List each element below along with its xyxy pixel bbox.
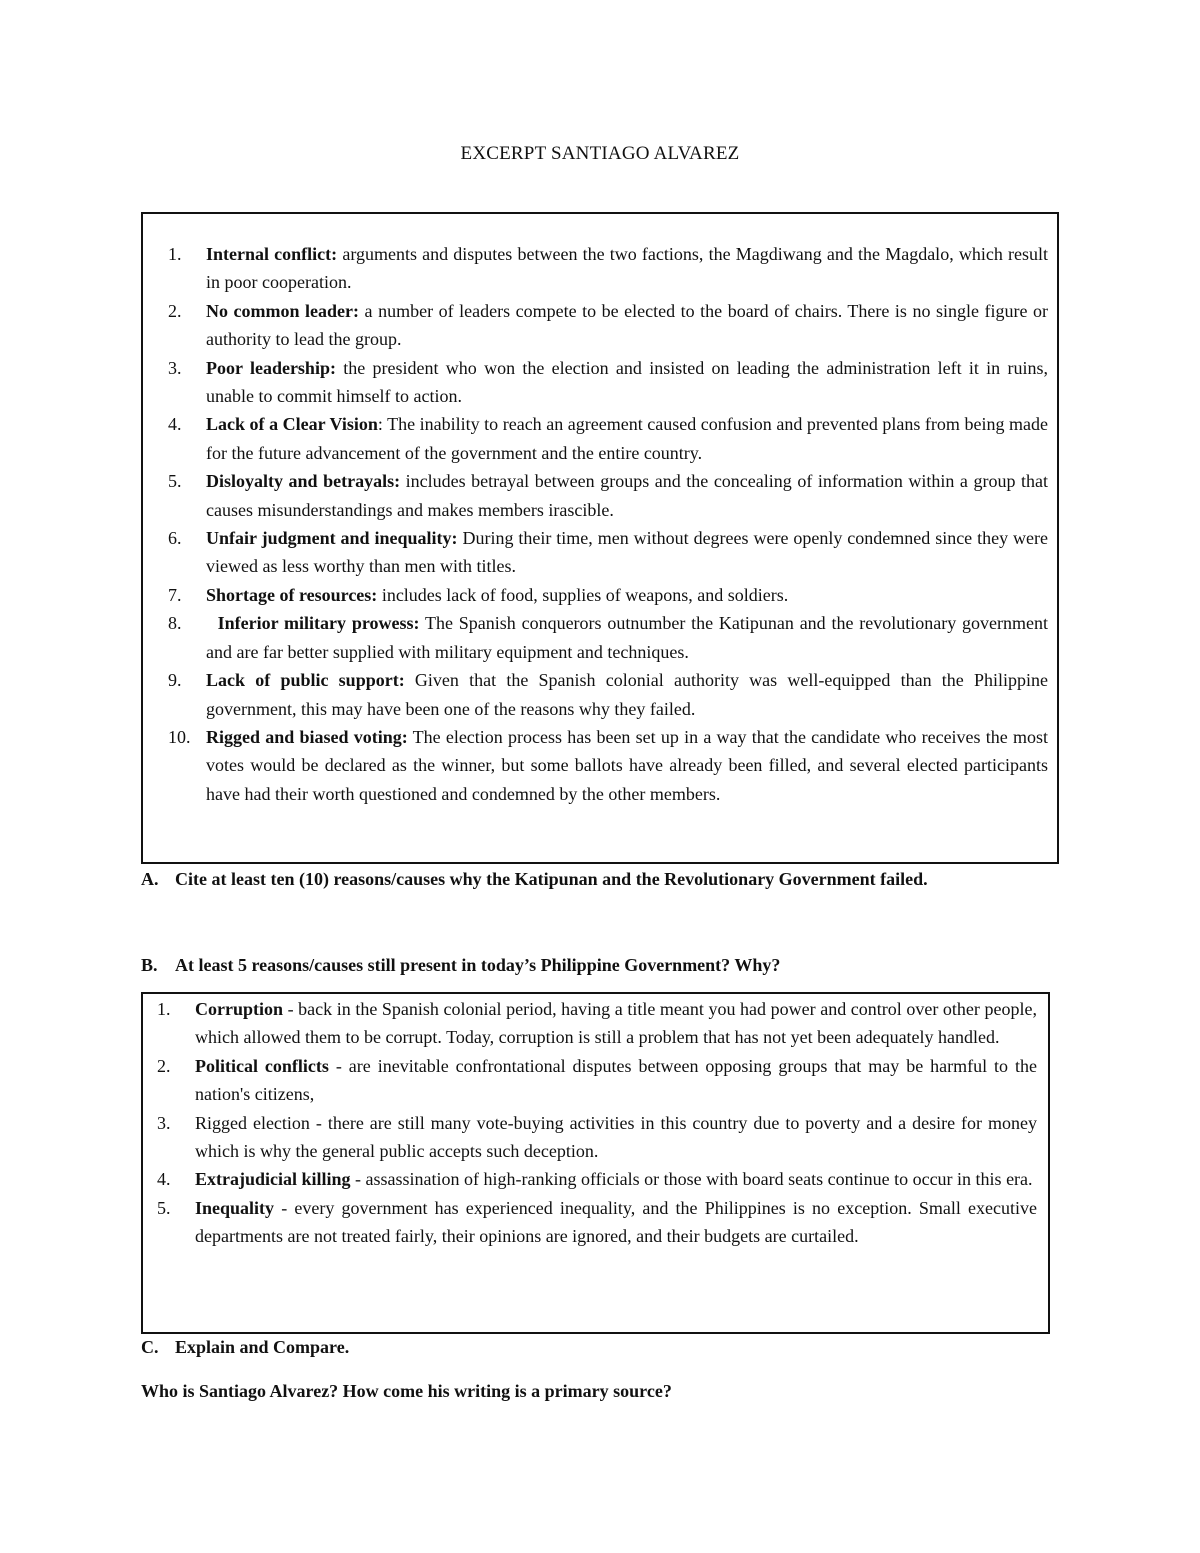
list-item-number: 4.	[157, 1169, 171, 1190]
list-item	[168, 410, 1048, 467]
list-item-text: - are inevitable confrontational disputes between opposing groups that may be harmful to the nation's citizens,	[195, 1055, 1037, 1105]
question-d	[141, 1377, 1059, 1405]
question-a-letter: A.	[141, 869, 159, 889]
list-item-number: 4.	[168, 414, 182, 435]
list-item-text: : The inability to reach an agreement caused confusion and prevented plans from being made for the future advancement of the government and the entire country.	[206, 414, 1048, 463]
question-a-text: Cite at least ten (10) reasons/causes why the Katipunan and the Revolutionary Government failed.	[175, 869, 928, 889]
list-item-number: 3.	[157, 1112, 171, 1133]
list-item-text: a number of leaders compete to be elected to the board of chairs. There is no single figure or authority to lead the group.	[206, 300, 1049, 350]
list-item-text: includes betrayal between groups and the concealing of information within a group that causes misunderstandings and makes members irascible.	[206, 471, 1048, 520]
list-item	[157, 995, 1037, 1052]
question-c	[141, 1333, 1059, 1361]
list-item	[157, 1052, 1037, 1109]
list-item-number: 2.	[157, 1055, 171, 1076]
list-item-heading: Disloyalty and betrayals:	[206, 471, 401, 492]
list-item-text: - back in the Spanish colonial period, having a title meant you had power and control over other people, which allowed them to be corrupt. Today, corruption is still a problem that has not yet been adequately handled.	[195, 999, 1037, 1048]
list-item-number: 2.	[168, 300, 182, 321]
list-item-number: 6.	[168, 528, 182, 549]
list-item-number: 1.	[168, 244, 182, 264]
question-c-letter: C.	[141, 1337, 159, 1357]
list-item-text: - assassination of high-ranking officials or those with board seats continue to occur in this era.	[350, 1169, 1033, 1190]
list-item-number: 1.	[157, 999, 171, 1019]
list-item-number: 7.	[168, 584, 182, 605]
list-item-heading: No common leader:	[206, 300, 360, 321]
list-item-text: includes lack of food, supplies of weapons, and soldiers.	[377, 584, 789, 605]
list-item-number: 5.	[157, 1197, 171, 1218]
list-item	[157, 1165, 1037, 1193]
present-causes-list	[157, 995, 1037, 1251]
list-item-text: arguments and disputes between the two factions, the Magdiwang and the Magdalo, which result in poor cooperation.	[206, 244, 1049, 293]
list-item-number: 5.	[168, 471, 182, 492]
question-c-text: Explain and Compare.	[175, 1337, 350, 1357]
list-item	[168, 297, 1048, 354]
list-item-text: Given that the Spanish colonial authority was well-equipped than the Philippine government, this may have been one of the reasons why they failed.	[206, 670, 1048, 719]
list-item-heading: Corruption	[195, 999, 284, 1019]
list-item-number: 9.	[168, 670, 182, 691]
list-item	[157, 1109, 1037, 1166]
list-item-heading: Lack of a Clear Vision	[206, 414, 378, 435]
list-item-heading: Inferior military prowess:	[206, 613, 420, 634]
list-item-heading: Unfair judgment and inequality:	[206, 528, 458, 549]
list-item-text: the president who won the election and insisted on leading the administration left it in ruins, unable to commit himself to action.	[206, 357, 1048, 407]
reasons-list	[168, 240, 1048, 808]
reasons-box	[141, 212, 1059, 864]
list-item	[168, 467, 1048, 524]
list-item-heading: Internal conflict:	[206, 244, 338, 264]
list-item	[168, 240, 1048, 297]
list-item-heading: Extrajudicial killing	[195, 1169, 351, 1190]
question-b	[141, 951, 1059, 979]
list-item-text: - every government has experienced inequality, and the Philippines is no exception. Small executive departments are not treated fairly, their opinions are ignored, and their budgets are curtailed.	[195, 1197, 1037, 1247]
list-item-heading: Shortage of resources:	[206, 584, 378, 605]
question-d-text: Who is Santiago Alvarez? How come his writing is a primary source?	[141, 1381, 672, 1401]
list-item-text: The Spanish conquerors outnumber the Katipunan and the revolutionary government and are far better supplied with military equipment and techniques.	[206, 613, 1049, 662]
page-title: EXCERPT SANTIAGO ALVAREZ	[460, 143, 740, 164]
list-item-number: 10.	[168, 726, 191, 747]
list-item-text: The election process has been set up in a way that the candidate who receives the most votes would be declared as the winner, but some ballots have already been filled, and several elected participants have had their worth questioned and condemned by the other members.	[206, 726, 1048, 804]
list-item	[168, 581, 1048, 609]
list-item-heading: Inequality	[195, 1197, 275, 1218]
question-a	[141, 865, 1059, 893]
list-item	[168, 666, 1048, 723]
list-item-heading: Rigged and biased voting:	[206, 726, 408, 747]
list-item-heading: Lack of public support:	[206, 670, 405, 691]
list-item	[168, 354, 1048, 411]
list-item-text: Rigged election - there are still many vote-buying activities in this country due to poverty and a desire for money which is why the general public accepts such deception.	[195, 1112, 1037, 1162]
list-item	[168, 524, 1048, 581]
list-item-text: During their time, men without degrees were openly condemned since they were viewed as less worthy than men with titles.	[206, 528, 1048, 577]
list-item-heading: Poor leadership:	[206, 357, 336, 378]
list-item	[168, 723, 1048, 808]
present-causes-box	[141, 992, 1050, 1334]
list-item	[168, 609, 1048, 666]
list-item-number: 3.	[168, 357, 182, 378]
list-item-heading: Political conflicts	[195, 1055, 329, 1076]
question-b-text: At least 5 reasons/causes still present in today’s Philippine Government? Why?	[175, 955, 781, 975]
list-item-number: 8.	[168, 613, 182, 634]
question-b-letter: B.	[141, 955, 158, 975]
list-item	[157, 1194, 1037, 1251]
